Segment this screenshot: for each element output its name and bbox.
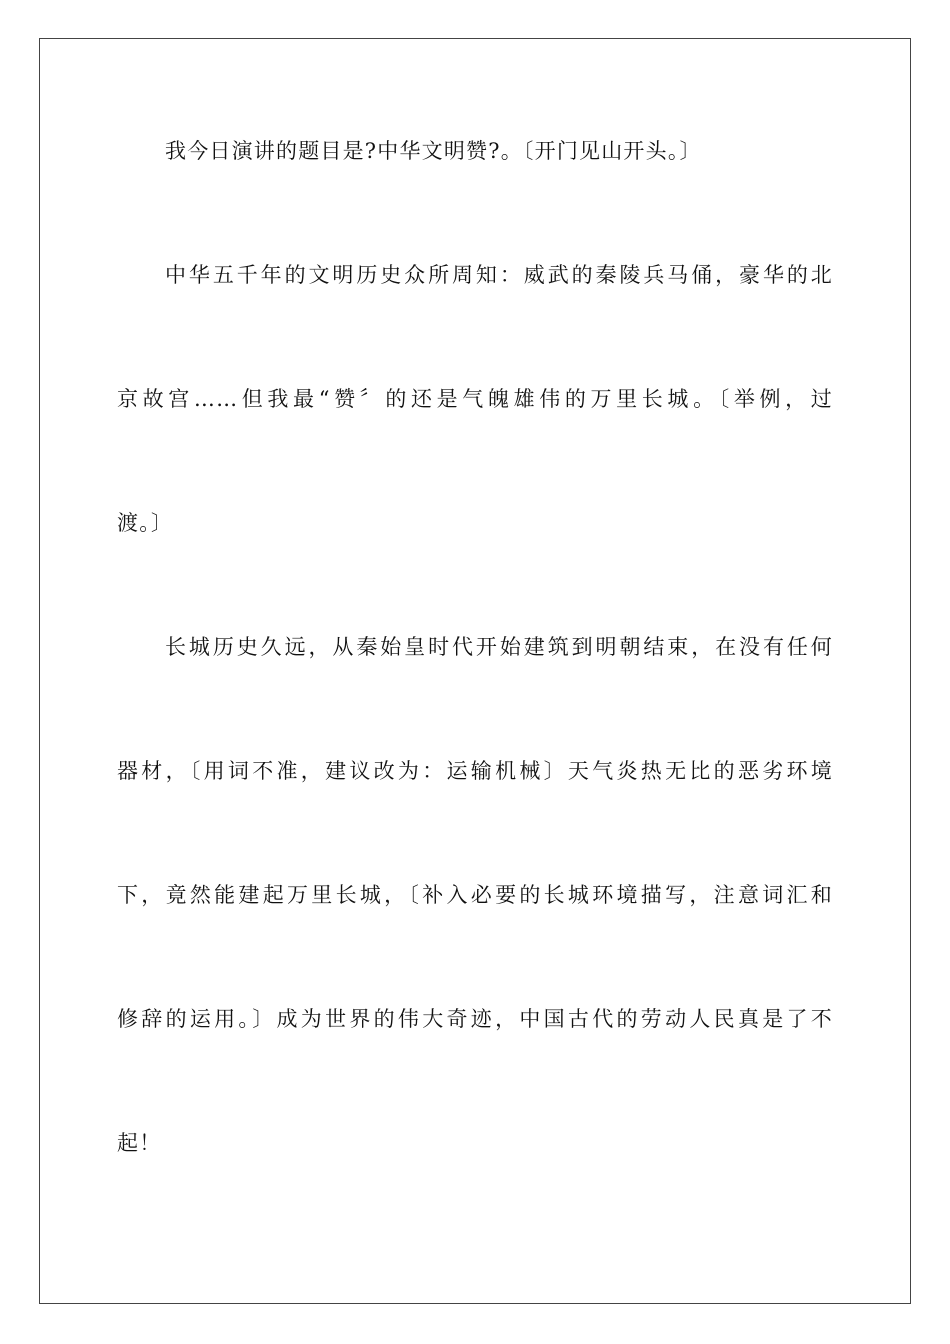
- paragraph-2-line-1: 中华五千年的文明历史众所周知：威武的秦陵兵马俑，豪华的北: [165, 263, 833, 287]
- paragraph-3-line-4: 修辞的运用。〕成为世界的伟大奇迹，中国古代的劳动人民真是了不: [117, 1007, 833, 1031]
- paragraph-3-line-1: 长城历史久远，从秦始皇时代开始建筑到明朝结束，在没有任何: [165, 635, 833, 659]
- paragraph-3-line-2: 器材，〔用词不准，建议改为：运输机械〕天气炎热无比的恶劣环境: [117, 759, 833, 783]
- paragraph-2-line-3: 渡。〕: [117, 511, 174, 535]
- paragraph-2-line-2: 京故宫……但我最“赞〞的还是气魄雄伟的万里长城。〔举例，过: [117, 387, 833, 411]
- paragraph-1-line-1: 我今日演讲的题目是?中华文明赞?。〔开门见山开头。〕: [165, 139, 702, 163]
- page-border: [39, 38, 911, 1304]
- paragraph-3-line-5: 起！: [117, 1131, 162, 1155]
- paragraph-3-line-3: 下，竟然能建起万里长城，〔补入必要的长城环境描写，注意词汇和: [117, 883, 833, 907]
